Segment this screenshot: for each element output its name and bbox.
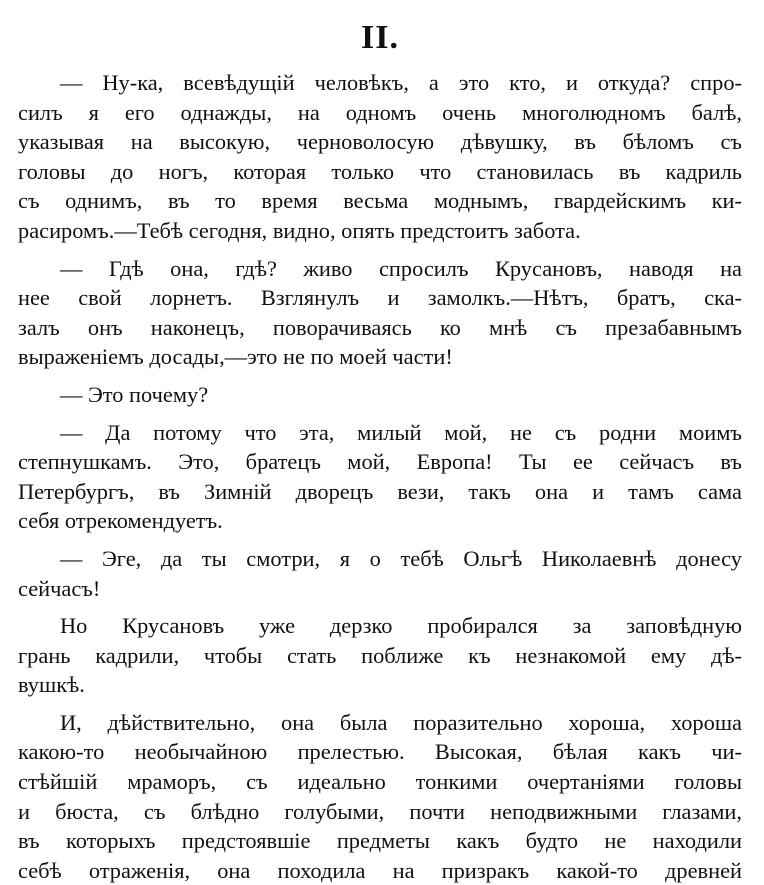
paragraph-gap: [18, 536, 742, 544]
text-line: указывая на высокую, черноволосую дѣвушку, въ бѣломъ съ: [18, 129, 742, 155]
paragraph-gap: [18, 410, 742, 418]
paragraph: [18, 544, 742, 603]
paragraph: [18, 254, 742, 372]
paragraph-gap: [18, 246, 742, 254]
text-line: залъ онъ наконецъ, поворачиваясь ко мнѣ съ презабавнымъ: [18, 314, 742, 340]
paragraph: [18, 418, 742, 536]
text-line: — Это почему?: [60, 381, 209, 407]
text-line: Петербургъ, въ Зимній дворецъ вези, такъ она и тамъ сама: [18, 478, 742, 504]
text-line: стѣйшій мраморъ, съ идеально тонкими очертаніями головы: [18, 769, 742, 795]
paragraph: [18, 708, 742, 885]
paragraph-gap: [18, 700, 742, 708]
chapter-title: II.: [361, 19, 399, 56]
text-line: — Эге, да ты смотри, я о тебѣ Ольгѣ Николаевнѣ донесу: [60, 545, 742, 571]
text-line: — Да потому что эта, милый мой, не съ родни моимъ: [60, 419, 742, 445]
text-line: И, дѣйствительно, она была поразительно хороша, хороша: [60, 709, 742, 735]
text-line: Но Крусановъ уже дерзко пробирался за заповѣдную: [60, 613, 742, 639]
text-line: — Гдѣ она, гдѣ? живо спросилъ Крусановъ, наводя на: [60, 255, 742, 281]
paragraph-gap: [18, 372, 742, 380]
text-line: головы до ногъ, которая только что становилась въ кадриль: [18, 158, 742, 184]
text-line: въ которыхъ предстоявшіе предметы какъ будто не находили: [18, 828, 742, 854]
paragraph: [18, 611, 742, 700]
text-line: сейчасъ!: [18, 575, 101, 601]
text-line: степнушкамъ. Это, братецъ мой, Европа! Ты ее сейчасъ въ: [18, 449, 742, 475]
text-line: — Ну-ка, всевѣдущій человѣкъ, а это кто, и откуда? спро-: [60, 70, 742, 95]
text-line: съ однимъ, въ то время весьма моднымъ, гвардейскимъ ки-: [18, 188, 742, 214]
text-line: грань кадрили, чтобы стать поближе къ незнакомой ему дѣ-: [18, 642, 742, 668]
text-line: выраженіемъ досады,—это не по моей части!: [18, 344, 453, 370]
text-line: какою-то необычайною прелестью. Высокая, бѣлая какъ чи-: [18, 739, 742, 765]
text-line: и бюста, съ блѣдно голубыми, почти неподвижными глазами,: [18, 798, 742, 824]
text-line: вушкѣ.: [18, 672, 85, 698]
book-page: [18, 0, 742, 885]
paragraph-gap: [18, 603, 742, 611]
text-body: [18, 68, 742, 885]
paragraph: [18, 68, 742, 246]
text-line: силъ я его однажды, на одномъ очень многолюдномъ балѣ,: [18, 99, 742, 125]
text-line: расиромъ.—Тебѣ сегодня, видно, опять предстоитъ забота.: [18, 217, 581, 243]
text-line: себѣ отраженія, она походила на призракъ какой-то древней: [18, 857, 742, 883]
text-line: нее свой лорнетъ. Взглянулъ и замолкъ.—Нѣтъ, братъ, ска-: [18, 285, 742, 311]
text-line: себя отрекомендуетъ.: [18, 508, 223, 534]
paragraph: [18, 380, 742, 410]
